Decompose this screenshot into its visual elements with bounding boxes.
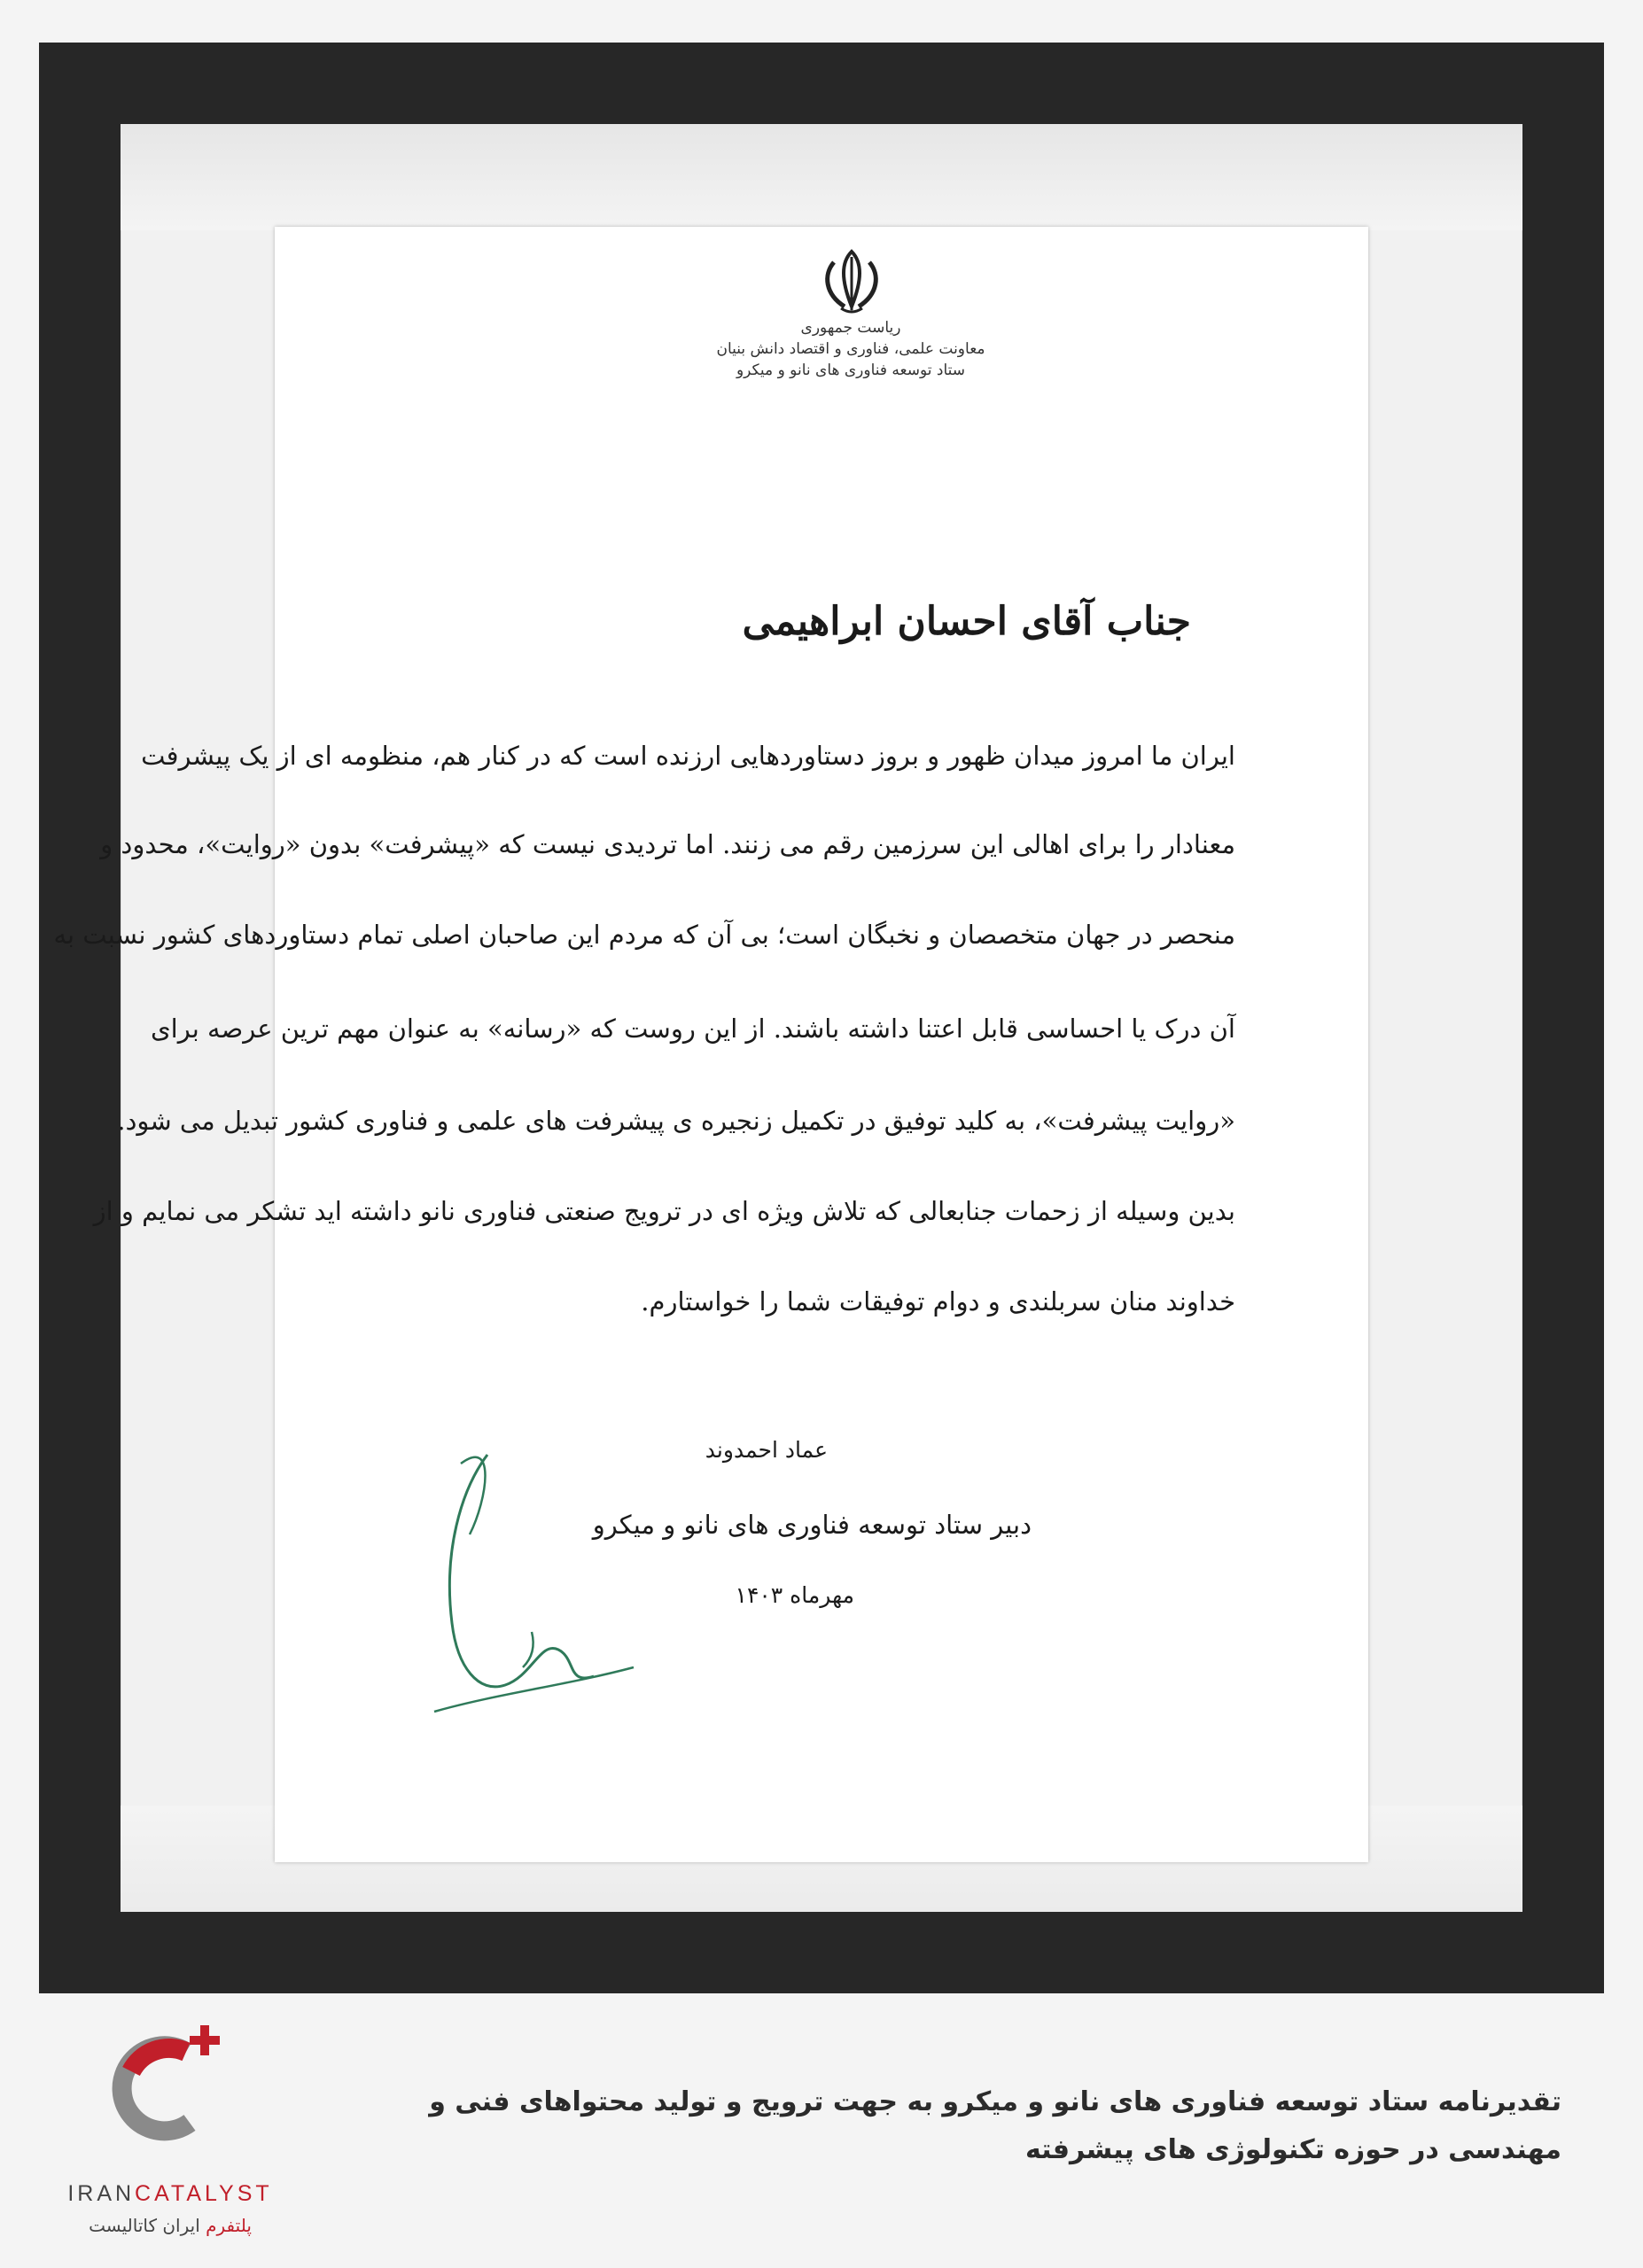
brand-name-fa-part2: ایران کاتالیست — [89, 2215, 200, 2236]
signatory-name: عماد احمدوند — [705, 1437, 828, 1463]
brand-name-en — [64, 2181, 276, 2207]
frame-mat — [53, 124, 1522, 1912]
letter-date: مهرماه ۱۴۰۳ — [735, 1582, 854, 1608]
iran-emblem-icon — [814, 245, 889, 319]
letterhead-line-1: ریاست جمهوری — [800, 319, 901, 337]
letter-body-line: «روایت پیشرفت»، به کلید توفیق در تکمیل زنجیره ی پیشرفت های علمی و فناوری کشور تبدیل می شود. — [117, 1106, 1235, 1136]
letter-salutation: جناب آقای احسان ابراهیمی — [742, 599, 1191, 644]
iran-catalyst-logo-icon — [105, 2018, 237, 2151]
letter-body-line: خداوند منان سربلندی و دوام توفیقات شما را خواستارم. — [641, 1286, 1235, 1317]
letterhead-line-3: ستاد توسعه فناوری های نانو و میکرو — [736, 361, 966, 379]
letter-body-line: منحصر در جهان متخصصان و نخبگان است؛ بی آن که مردم این صاحبان اصلی تمام دستاوردهای کشور نسبت به — [53, 920, 1235, 950]
brand-name-fa — [64, 2215, 276, 2236]
handwritten-signature — [425, 1428, 638, 1729]
signatory-title: دبیر ستاد توسعه فناوری های نانو و میکرو — [592, 1510, 1032, 1540]
letter-body-line: بدین وسیله از زحمات جنابعالی که تلاش ویژه ای در ترویج صنعتی فناوری نانو داشته اید تشکر می نمایم و از — [93, 1196, 1235, 1226]
letter-body-line: معنادار را برای اهالی این سرزمین رقم می زنند. اما تردیدی نیست که «پیشرفت» بدون «روایت»، محدود و — [100, 829, 1235, 859]
brand-name-en-part2: CATALYST — [135, 2181, 273, 2206]
letter-body-line: آن درک یا احساسی قابل اعتنا داشته باشند. از این روست که «رسانه» به عنوان مهم ترین عرصه برای — [150, 1014, 1235, 1044]
letter-body-line: ایران ما امروز میدان ظهور و بروز دستاوردهایی ارزنده است که در کنار هم، منظومه ای از یک پیشرفت — [141, 741, 1235, 771]
brand-name-en-part1: IRAN — [67, 2181, 136, 2206]
brand-name-fa-part1: پلتفرم — [206, 2215, 252, 2236]
letter-paper — [53, 227, 1368, 1862]
picture-frame — [39, 43, 1604, 1993]
image-caption: تقدیرنامه ستاد توسعه فناوری های نانو و میکرو به جهت ترویج و تولید محتواهای فنی و مهندسی در حوزه تکنولوژی های پیشرفته — [429, 2086, 1561, 2165]
letterhead-line-2: معاونت علمی، فناوری و اقتصاد دانش بنیان — [716, 340, 985, 358]
